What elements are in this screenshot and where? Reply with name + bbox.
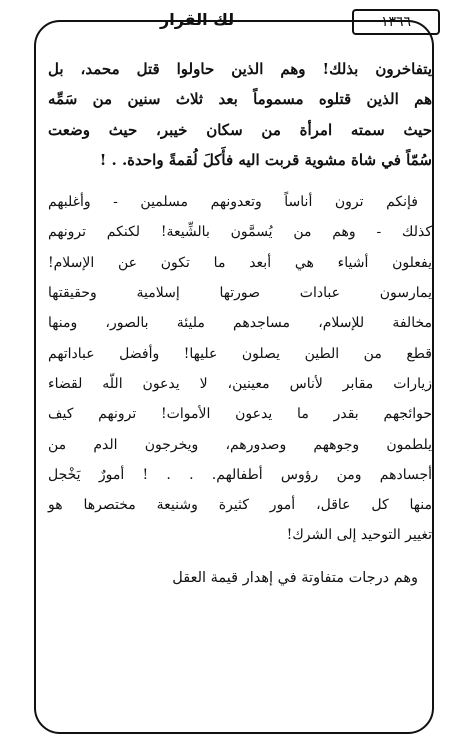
text-line: وهم درجات متفاوتة في إهدار قيمة العقل [172,569,418,586]
running-title: لك القرار [160,10,235,29]
page-number: ١٣٦٦ [352,9,440,35]
text-line: يلطمون وجوههم وصدورهم، ويخرجون الدم من [48,436,432,453]
text-line: أجسادهم ومن رؤوس أطفالهم. . . ! أمورٌ يَخْجل [48,466,432,483]
text-line: كذلك - وهم من يُسمَّون بالشِّيعة! لكنكم ترونهم [48,224,432,241]
text-line: منها كل عاقل، أمور كثيرة وشنيعة مختصرها هو [48,497,432,514]
page-body [48,54,432,744]
text-line: زيارات مقابر لأناس معينين، لا يدعون اللّه لقضاء [48,375,432,392]
text-line: يفعلون أشياء هي أبعد ما تكون عن الإسلام! [48,254,432,271]
body-paragraph [48,187,432,551]
text-line: فإنكم ترون أناساً وتعدونهم مسلمين - وأغلبهم [48,194,418,211]
text-line: يتفاخرون بذلك! وهم الذين حاولوا قتل محمد، بل [48,60,432,78]
text-line: سُمّاً في شاة مشوية قربت اليه فأَكلَ لُقمةً واحدة. . ! [99,150,432,169]
tail-paragraph [48,563,432,593]
text-line: حيث سمته امرأة من سكان خيبر، حيث وضعت [48,120,432,139]
text-line: هم الذين قتلوه مسموماً بعد ثلاث سنين من سَمِّه [48,90,432,109]
text-line: قطع من الطين يصلون عليها! وأفضل عباداتهم [48,345,432,362]
bold-paragraph [48,54,432,175]
text-line: مخالفة للإسلام، مساجدهم مليئة بالصور، ومنها [48,315,432,332]
text-line: حوائجهم بقدر ما يدعون الأموات! ترونهم كيف [48,406,432,423]
text-line: تغيير التوحيد إلى الشرك! [286,527,432,544]
text-line: يمارسون عبادات صورتها إسلامية وحقيقتها [48,285,432,302]
